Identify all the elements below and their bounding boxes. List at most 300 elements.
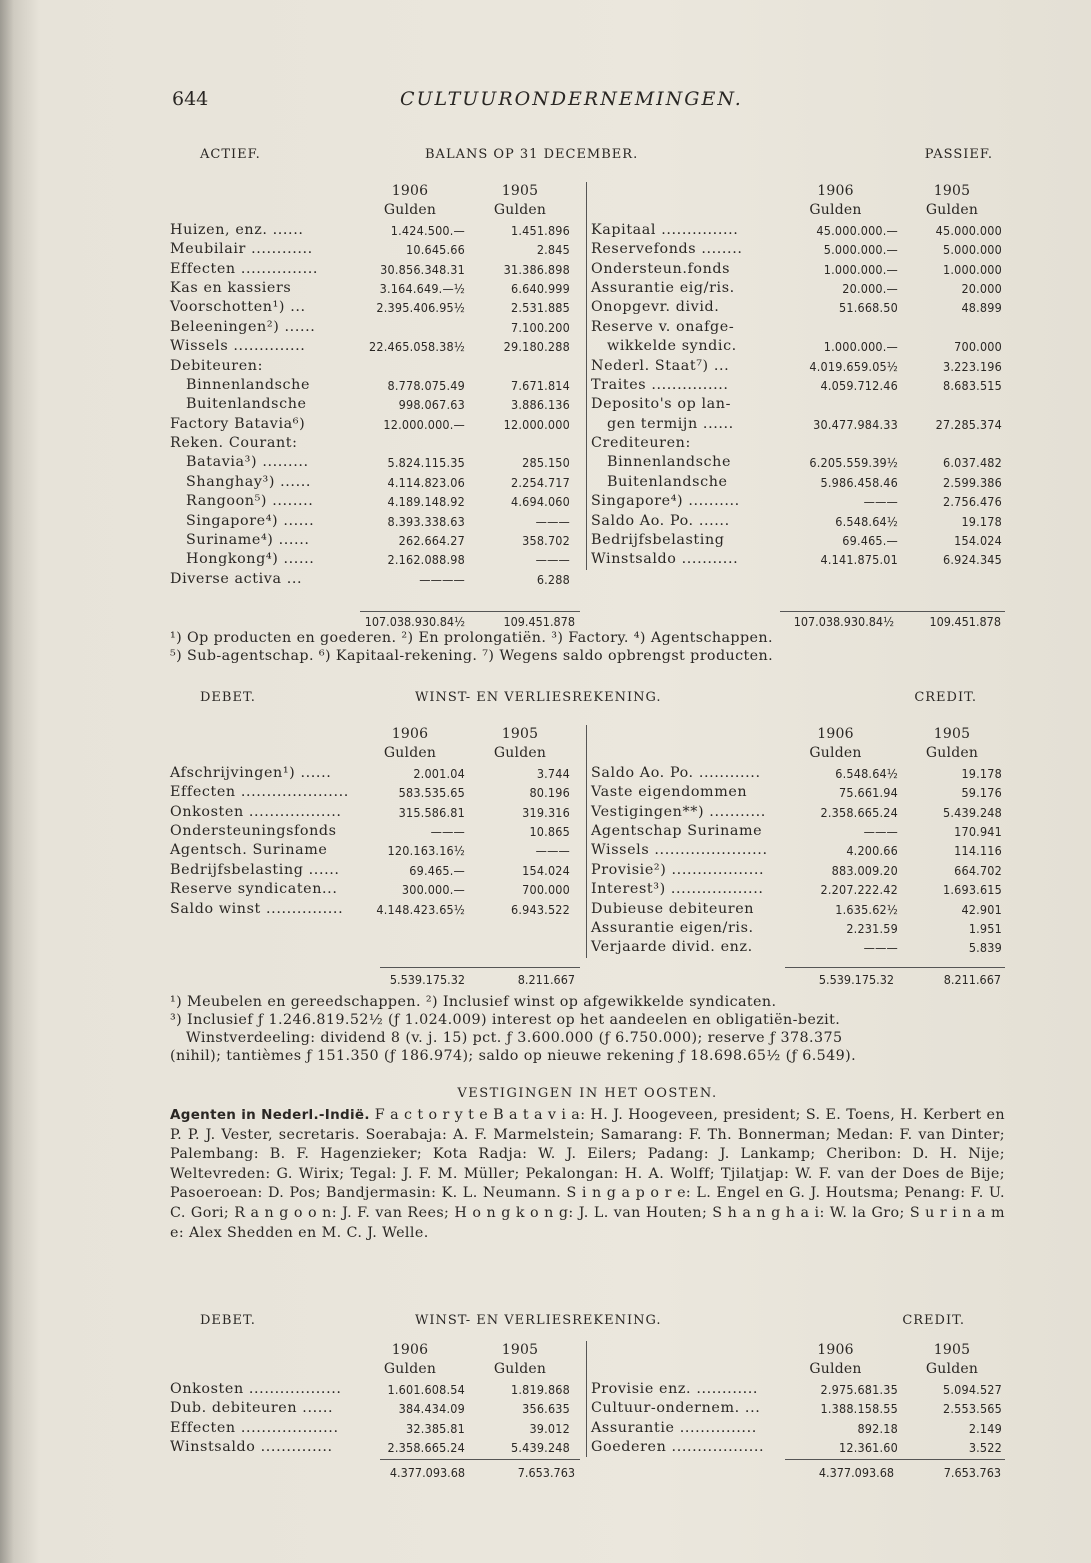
table-row xyxy=(587,395,1006,414)
value-1905: 29.180.288 xyxy=(503,339,570,355)
value-1905: 154.024 xyxy=(522,862,570,878)
value-1906: 1.424.500.— xyxy=(390,222,465,238)
value-1906: 6.205.559.39½ xyxy=(809,455,898,471)
year-header: 1906 xyxy=(817,726,854,742)
row-label: Provisie²) .................. xyxy=(591,861,765,878)
table-row xyxy=(587,492,1006,511)
table-row xyxy=(587,260,1006,279)
value-1905: 27.285.374 xyxy=(935,416,1002,432)
unit-header: Gulden xyxy=(809,202,862,219)
table-row xyxy=(170,861,580,880)
unit-header: Gulden xyxy=(383,1361,437,1378)
value-1905: 2.756.476 xyxy=(942,494,1002,510)
row-label: Interest³) .................. xyxy=(591,881,764,898)
value-1906: 1.388.158.55 xyxy=(820,1401,898,1417)
total-value: 107.038.930.84½ xyxy=(793,614,894,629)
value-1906: 892.18 xyxy=(857,1420,898,1436)
profit-loss-totals xyxy=(170,972,1005,992)
value-1906: 8.778.075.49 xyxy=(387,377,465,393)
row-label: Afschrijvingen¹) ...... xyxy=(170,764,332,781)
table-row xyxy=(170,434,580,453)
value-1906: 6.548.64½ xyxy=(835,513,898,529)
vestigingen-heading: VESTIGINGEN IN HET OOSTEN. xyxy=(457,1086,718,1101)
row-label: Voorschotten¹) ... xyxy=(170,299,306,316)
value-1905: 356.635 xyxy=(522,1401,570,1417)
value-1905: 1.951 xyxy=(968,920,1002,936)
table-row xyxy=(587,822,1006,841)
value-1906: 4.059.712.46 xyxy=(820,377,898,393)
value-1905: 664.702 xyxy=(954,862,1002,878)
value-1905: 80.196 xyxy=(529,785,570,801)
value-1906: 45.000.000.— xyxy=(816,222,898,238)
value-1905: 1.819.868 xyxy=(510,1381,570,1397)
debet-rows xyxy=(170,1380,580,1458)
row-label: Batavia³) ......... xyxy=(186,454,309,471)
value-1905: 10.865 xyxy=(529,823,570,839)
value-1906: ——— xyxy=(863,494,898,510)
value-1905: 31.386.898 xyxy=(503,261,570,277)
value-1906: ——— xyxy=(863,823,898,839)
value-1906: ——— xyxy=(863,940,898,956)
total-rule xyxy=(360,611,580,612)
value-1905: 114.116 xyxy=(954,843,1002,859)
row-label: Saldo Ao. Po. ...... xyxy=(591,512,730,529)
row-label: Vestigingen**) ........... xyxy=(591,803,766,820)
value-1906: 883.009.20 xyxy=(831,862,898,878)
value-1906: 8.393.338.63 xyxy=(387,513,465,529)
value-1905: 2.149 xyxy=(968,1420,1002,1436)
table-row xyxy=(170,337,580,356)
table-row xyxy=(587,1380,1006,1399)
row-label: wikkelde syndic. xyxy=(607,338,737,355)
credit-title: CREDIT. xyxy=(902,1313,965,1328)
total-value: 107.038.930.84½ xyxy=(364,614,465,629)
value-1905: 700.000 xyxy=(954,339,1002,355)
row-label: Ondersteuningsfonds xyxy=(170,822,337,839)
value-1906: 300.000.— xyxy=(401,882,465,898)
value-1906: 583.535.65 xyxy=(398,785,465,801)
year-header: 1905 xyxy=(933,726,971,742)
row-label: Bedrijfsbelasting ...... xyxy=(170,861,340,878)
row-label: Provisie enz. ............ xyxy=(591,1380,759,1397)
row-label: Onkosten .................. xyxy=(170,803,342,820)
table-row xyxy=(587,803,1006,822)
row-label: Huizen, enz. ...... xyxy=(170,221,304,238)
table-row xyxy=(170,395,580,414)
unit-header: Gulden xyxy=(493,745,547,762)
value-1906: 4.019.659.05½ xyxy=(809,358,898,374)
agents-label: Agenten in Nederl.-Indië. xyxy=(170,1107,370,1123)
unit-header: Gulden xyxy=(809,1361,862,1378)
table-row xyxy=(170,279,580,298)
table-row xyxy=(170,822,580,841)
row-label: Winstsaldo ........... xyxy=(591,551,739,568)
value-1906: 2.975.681.35 xyxy=(820,1381,898,1397)
value-1905: 5.439.248 xyxy=(942,804,1002,820)
passief-column xyxy=(586,182,1006,570)
value-1905: 3.522 xyxy=(968,1439,1002,1455)
value-1905: 2.599.386 xyxy=(942,474,1002,490)
row-label: Binnenlandsche xyxy=(186,376,311,393)
table-row xyxy=(170,492,580,511)
debet-column xyxy=(170,725,580,919)
value-1906: 30.477.984.33 xyxy=(813,416,898,432)
table-row xyxy=(587,938,1006,957)
row-label: Kas en kassiers xyxy=(170,279,292,296)
value-1906: 20.000.— xyxy=(842,280,898,296)
profit-loss-titles xyxy=(170,690,1005,710)
table-row xyxy=(170,376,580,395)
value-1905: 170.941 xyxy=(954,823,1002,839)
passief-rows xyxy=(587,221,1006,570)
value-1905: 5.000.000 xyxy=(942,242,1002,258)
unit-header: Gulden xyxy=(925,1361,979,1378)
value-1905: 5.094.527 xyxy=(942,1381,1002,1397)
row-label: Reken. Courant: xyxy=(170,435,298,452)
agents-text: F a c t o r y t e B a t a v i a: H. J. Hoogeveen, president; S. E. Toens, H. Kerbert en P. P. J. Vester, secretaris. Soerabaja: A. F. Marmelstein; Samarang: F. Th. Bonnerman; Medan: F. van Dinter; Palembang: B. F. Hagenzieker; Kota Radja: W. J. Eilers; Padang: J. Lankamp; Cheribon: D. H. Nije; Weltevreden: G. Wirix; Tegal: J. F. M. Müller; Pekalongan: H. A. Wolff; Tjilatjap: W. F. van der Does de Bije; Pasoeroean: D. Pos; Bandjermasin: K. L. Neumann. S i n g a p o r e: L. Engel en G. J. Houtsma; Penang: F. U. C. Gori; R a n g o o n: J. F. van Rees; H o n g k o n g: J. L. van Houten; S h a n g h a i: W. la Gro; S u r i n a m e: Alex Shedden en M. C. J. Welle. xyxy=(170,1107,1006,1241)
year-header: 1906 xyxy=(391,183,429,199)
running-head: CULTUURONDERNEMINGEN. xyxy=(400,88,743,110)
row-label: Agentsch. Suriname xyxy=(170,842,328,859)
table-row xyxy=(587,783,1006,802)
value-1906: 998.067.63 xyxy=(398,397,465,413)
total-value: 5.539.175.32 xyxy=(389,972,465,987)
debet-column xyxy=(170,1341,580,1457)
value-1906: 1.000.000.— xyxy=(823,261,898,277)
row-label: Nederl. Staat⁷) ... xyxy=(591,357,730,374)
row-label: Reservefonds ........ xyxy=(591,241,743,258)
agents-paragraph xyxy=(170,1106,1005,1243)
row-label: Onopgevr. divid. xyxy=(591,299,720,316)
row-label: Wissels ...................... xyxy=(591,842,768,859)
value-1905: ——— xyxy=(535,843,570,859)
row-label: Rangoon⁵) ........ xyxy=(186,493,314,510)
value-1906: 2.001.04 xyxy=(413,765,465,781)
value-1905: ——— xyxy=(535,513,570,529)
profit-loss-title: WINST- EN VERLIESREKENING. xyxy=(415,690,662,705)
table-row xyxy=(587,473,1006,492)
year-header: 1906 xyxy=(817,1342,854,1358)
value-1905: 2.845 xyxy=(536,242,570,258)
profit-loss-footnotes xyxy=(170,993,1005,1065)
profit-loss-2-totals xyxy=(170,1465,1005,1485)
row-label: Bedrijfsbelasting xyxy=(591,532,725,549)
footnote-line: ⁵) Sub-agentschap. ⁶) Kapitaal-rekening. ⁷) Wegens saldo opbrengst producten. xyxy=(170,648,774,664)
value-1906: 1.601.608.54 xyxy=(387,1381,465,1397)
row-label: Buitenlandsche xyxy=(186,396,307,413)
table-row xyxy=(587,1399,1006,1418)
value-1906: 3.164.649.—½ xyxy=(379,280,465,296)
value-1906: 120.163.16½ xyxy=(387,843,465,859)
debet-rows xyxy=(170,764,580,919)
row-label: Goederen .................. xyxy=(591,1438,765,1455)
table-row xyxy=(587,376,1006,395)
balance-footnotes xyxy=(170,629,1005,665)
row-label: Saldo winst ............... xyxy=(170,900,344,917)
value-1906: 2.162.088.98 xyxy=(387,552,465,568)
value-1905: 5.839 xyxy=(968,940,1002,956)
unit-header: Gulden xyxy=(493,1361,547,1378)
value-1905: 4.694.060 xyxy=(510,494,570,510)
table-row xyxy=(587,1438,1006,1457)
row-label: Reserve v. onafge- xyxy=(591,318,735,335)
value-1905: 2.254.717 xyxy=(510,474,570,490)
value-1905: 3.744 xyxy=(536,765,570,781)
value-1906: 4.200.66 xyxy=(846,843,898,859)
value-1906: 2.207.222.42 xyxy=(820,882,898,898)
value-1905: 3.886.136 xyxy=(510,397,570,413)
actief-title: ACTIEF. xyxy=(200,147,261,162)
row-label: Verjaarde divid. enz. xyxy=(591,939,753,956)
total-value: 8.211.667 xyxy=(517,972,575,987)
value-1905: 12.000.000 xyxy=(503,416,570,432)
table-row xyxy=(587,298,1006,317)
profit-loss-account xyxy=(170,690,1005,987)
table-row xyxy=(170,221,580,240)
value-1905: 39.012 xyxy=(529,1420,570,1436)
value-1906: 10.645.66 xyxy=(405,242,465,258)
value-1905: 1.693.615 xyxy=(942,882,1002,898)
row-label: Effecten ............... xyxy=(170,260,319,277)
row-label: Beleeningen²) ...... xyxy=(170,318,316,335)
actief-rows xyxy=(170,221,580,589)
table-row xyxy=(587,221,1006,240)
total-rule xyxy=(780,611,1005,612)
footnote-line: ¹) Meubelen en gereedschappen. ²) Inclusief winst op afgewikkelde syndicaten. xyxy=(170,994,777,1010)
value-1906: 315.586.81 xyxy=(398,804,465,820)
table-row xyxy=(587,357,1006,376)
value-1905: 3.223.196 xyxy=(942,358,1002,374)
table-row xyxy=(170,1380,580,1399)
profit-loss-2-title: WINST- EN VERLIESREKENING. xyxy=(415,1313,662,1328)
row-label: Assurantie eigen/ris. xyxy=(591,919,754,936)
row-label: Traites ............... xyxy=(591,376,729,393)
row-label: Effecten ................... xyxy=(170,1419,339,1436)
row-label: Wissels .............. xyxy=(170,338,306,355)
value-1906: 2.395.406.95½ xyxy=(376,300,465,316)
value-1905: 8.683.515 xyxy=(942,377,1002,393)
total-value: 8.211.667 xyxy=(943,972,1001,987)
row-label: Singapore⁴) ...... xyxy=(186,512,315,529)
value-1905: 6.037.482 xyxy=(942,455,1002,471)
row-label: Agentschap Suriname xyxy=(591,822,763,839)
row-label: Winstsaldo .............. xyxy=(170,1438,333,1455)
table-row xyxy=(170,473,580,492)
value-1906: 2.358.665.24 xyxy=(387,1439,465,1455)
row-label: Cultuur-ondernem. ... xyxy=(591,1400,761,1417)
table-row xyxy=(170,512,580,531)
value-1906: ———— xyxy=(419,571,465,587)
year-header: 1905 xyxy=(501,1342,539,1358)
row-label: Diverse activa ... xyxy=(170,570,303,587)
table-row xyxy=(170,453,580,472)
table-row xyxy=(170,1419,580,1438)
value-1906: 6.548.64½ xyxy=(835,765,898,781)
table-row xyxy=(587,415,1006,434)
table-row xyxy=(587,900,1006,919)
value-1905: 6.288 xyxy=(536,571,570,587)
value-1906: 4.148.423.65½ xyxy=(376,901,465,917)
row-label: Dubieuse debiteuren xyxy=(591,900,755,917)
year-header: 1906 xyxy=(391,726,429,742)
table-row xyxy=(587,764,1006,783)
value-1906: 30.856.348.31 xyxy=(380,261,465,277)
value-1906: 69.465.— xyxy=(842,533,898,549)
table-row xyxy=(587,279,1006,298)
passief-title: PASSIEF. xyxy=(924,147,993,162)
debet-title: DEBET. xyxy=(200,690,256,705)
footnote-line: ¹) Op producten en goederen. ²) En prolongatiën. ³) Factory. ⁴) Agentschappen. xyxy=(170,630,773,646)
row-label: Meubilair ............ xyxy=(170,241,313,258)
row-label: Assurantie ............... xyxy=(591,1419,757,1436)
value-1906: 51.668.50 xyxy=(838,300,898,316)
value-1906: 75.661.94 xyxy=(838,785,898,801)
row-label: Crediteuren: xyxy=(591,435,691,452)
row-label: Kapitaal ............... xyxy=(591,221,739,238)
debet-title: DEBET. xyxy=(200,1313,256,1328)
table-row xyxy=(170,357,580,376)
row-label: Factory Batavia⁶) xyxy=(170,415,306,432)
credit-rows xyxy=(587,1380,1006,1458)
year-header: 1906 xyxy=(817,183,854,199)
value-1905: 20.000 xyxy=(961,280,1002,296)
row-label: Reserve syndicaten... xyxy=(170,881,338,898)
value-1906: 2.358.665.24 xyxy=(820,804,898,820)
row-label: Assurantie eig/ris. xyxy=(591,279,735,296)
table-row xyxy=(587,240,1006,259)
value-1906: 1.000.000.— xyxy=(823,339,898,355)
row-label: Deposito's op lan- xyxy=(591,396,731,413)
row-label: Debiteuren: xyxy=(170,357,263,374)
table-row xyxy=(587,512,1006,531)
value-1905: 2.531.885 xyxy=(510,300,570,316)
value-1906: 5.986.458.46 xyxy=(820,474,898,490)
table-row xyxy=(170,240,580,259)
total-rule xyxy=(380,967,580,968)
table-row xyxy=(587,531,1006,550)
value-1905: 358.702 xyxy=(522,533,570,549)
total-value: 4.377.093.68 xyxy=(818,1465,894,1480)
table-row xyxy=(170,783,580,802)
unit-header: Gulden xyxy=(383,202,437,219)
value-1906: 22.465.058.38½ xyxy=(369,339,465,355)
table-row xyxy=(587,453,1006,472)
row-label: Saldo Ao. Po. ............ xyxy=(591,764,761,781)
page-number: 644 xyxy=(172,88,209,110)
value-1906: 1.635.62½ xyxy=(835,901,898,917)
value-1906: 2.231.59 xyxy=(846,920,898,936)
balance-sheet-title: BALANS OP 31 DECEMBER. xyxy=(425,147,639,162)
value-1905: 19.178 xyxy=(961,765,1002,781)
year-header: 1905 xyxy=(501,183,539,199)
table-row xyxy=(587,861,1006,880)
value-1906: 32.385.81 xyxy=(405,1420,465,1436)
value-1905: 7.100.200 xyxy=(510,319,570,335)
total-value: 4.377.093.68 xyxy=(389,1465,465,1480)
value-1905: 6.640.999 xyxy=(510,280,570,296)
table-row xyxy=(170,900,580,919)
table-row xyxy=(170,880,580,899)
row-label: Shanghay³) ...... xyxy=(186,473,312,490)
row-label: Effecten ..................... xyxy=(170,784,349,801)
year-header: 1905 xyxy=(933,183,971,199)
credit-column xyxy=(586,725,1006,958)
value-1906: 384.434.09 xyxy=(398,1401,465,1417)
table-row xyxy=(587,434,1006,453)
row-label: Vaste eigendommen xyxy=(591,784,748,801)
table-row xyxy=(587,550,1006,569)
total-value: 109.451.878 xyxy=(929,614,1001,629)
row-label: Binnenlandsche xyxy=(607,454,732,471)
profit-loss-account-2 xyxy=(170,1313,1005,1480)
page-header xyxy=(170,88,1000,118)
value-1905: 1.451.896 xyxy=(510,222,570,238)
table-row xyxy=(170,1438,580,1457)
value-1905: 319.316 xyxy=(522,804,570,820)
value-1905: 48.899 xyxy=(961,300,1002,316)
table-row xyxy=(170,318,580,337)
credit-column xyxy=(586,1341,1006,1457)
year-header: 1905 xyxy=(933,1342,971,1358)
table-row xyxy=(587,919,1006,938)
value-1905: ——— xyxy=(535,552,570,568)
value-1906: 4.141.875.01 xyxy=(820,552,898,568)
row-label: gen termijn ...... xyxy=(607,415,734,432)
total-rule xyxy=(785,967,1005,968)
unit-header: Gulden xyxy=(383,745,437,762)
credit-title: CREDIT. xyxy=(914,690,977,705)
table-row xyxy=(170,415,580,434)
total-value: 5.539.175.32 xyxy=(818,972,894,987)
row-label: Suriname⁴) ...... xyxy=(186,532,310,549)
row-label: Singapore⁴) .......... xyxy=(591,493,740,510)
value-1905: 700.000 xyxy=(522,882,570,898)
value-1905: 154.024 xyxy=(954,533,1002,549)
table-row xyxy=(170,570,580,589)
value-1906: 262.664.27 xyxy=(398,533,465,549)
table-row xyxy=(587,337,1006,356)
footnote-line: Winstverdeeling: dividend 8 (v. j. 15) pct. ƒ 3.600.000 (ƒ 6.750.000); reserve ƒ 378.375 xyxy=(186,1030,843,1046)
value-1905: 1.000.000 xyxy=(942,261,1002,277)
total-value: 109.451.878 xyxy=(503,614,575,629)
value-1906: 5.000.000.— xyxy=(823,242,898,258)
value-1906: ——— xyxy=(430,823,465,839)
value-1906: 69.465.— xyxy=(409,862,465,878)
table-row xyxy=(587,318,1006,337)
row-label: Onkosten .................. xyxy=(170,1380,342,1397)
table-row xyxy=(170,298,580,317)
profit-loss-2-titles xyxy=(170,1313,1005,1333)
row-label: Buitenlandsche xyxy=(607,473,728,490)
table-row xyxy=(170,764,580,783)
table-row xyxy=(587,880,1006,899)
actief-column xyxy=(170,182,580,589)
value-1905: 59.176 xyxy=(961,785,1002,801)
balance-sheet xyxy=(170,147,1005,629)
table-row xyxy=(170,1399,580,1418)
table-row xyxy=(170,803,580,822)
value-1905: 45.000.000 xyxy=(935,222,1002,238)
value-1905: 6.943.522 xyxy=(510,901,570,917)
unit-header: Gulden xyxy=(493,202,547,219)
value-1906: 5.824.115.35 xyxy=(387,455,465,471)
table-row xyxy=(170,531,580,550)
row-label: Dub. debiteuren ...... xyxy=(170,1400,334,1417)
table-row xyxy=(587,1419,1006,1438)
table-row xyxy=(170,550,580,569)
value-1905: 5.439.248 xyxy=(510,1439,570,1455)
value-1905: 6.924.345 xyxy=(942,552,1002,568)
